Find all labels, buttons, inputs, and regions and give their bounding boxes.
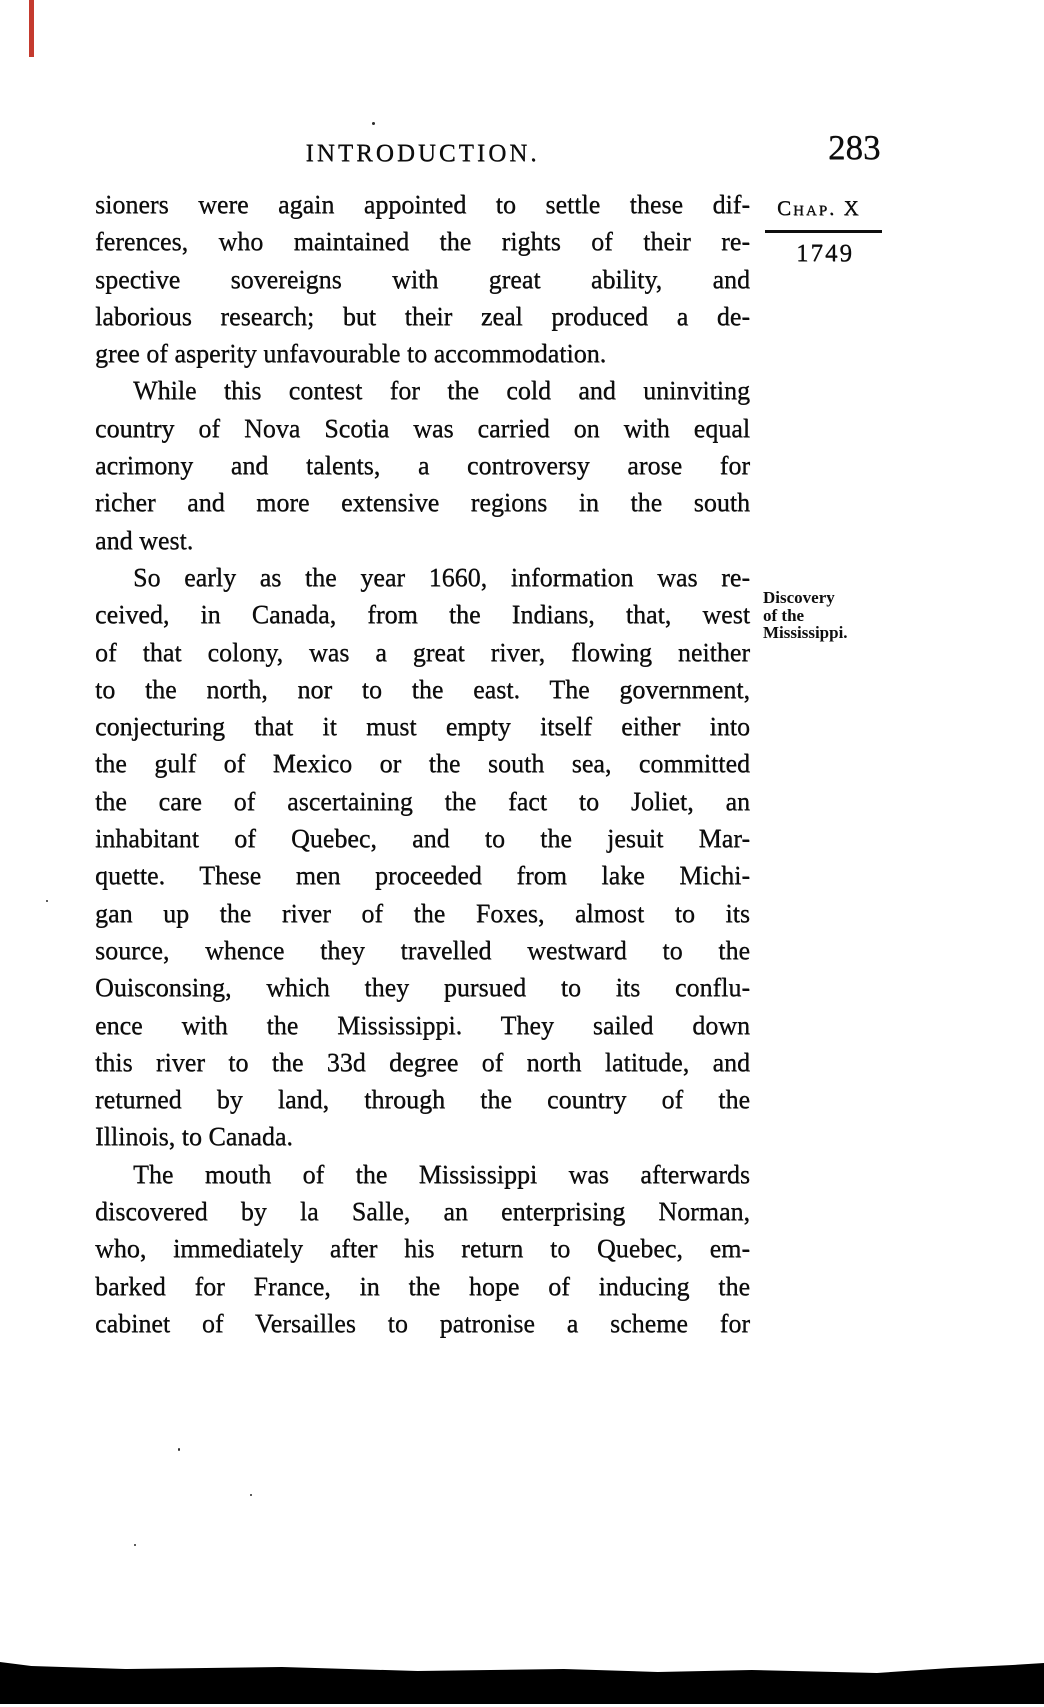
- red-scan-mark: [29, 0, 34, 57]
- body-text-line: laborious research; but their zeal produced a de-: [95, 301, 750, 331]
- body-text-line: barked for France, in the hope of inducing the: [95, 1271, 750, 1301]
- body-text-line: who, immediately after his return to Quebec, em-: [95, 1234, 750, 1264]
- margin-note-discovery: [763, 589, 893, 642]
- body-text-line: quette. These men proceeded from lake Michi-: [95, 861, 750, 891]
- body-text-line: While this contest for the cold and uninviting: [133, 376, 750, 406]
- body-text-line: gree of asperity unfavourable to accommodation.: [95, 339, 607, 369]
- body-text-line: The mouth of the Mississippi was afterwards: [133, 1159, 750, 1189]
- scan-speck: [178, 1448, 180, 1451]
- page-number: 283: [828, 128, 881, 167]
- body-text-line: inhabitant of Quebec, and to the jesuit Mar-: [95, 824, 750, 854]
- body-text-line: ferences, who maintained the rights of their re-: [95, 227, 750, 257]
- body-text-line: So early as the year 1660, information was re-: [133, 562, 750, 592]
- body-text-line: source, whence they travelled westward to the: [95, 935, 750, 965]
- margin-note-line: of the: [763, 605, 805, 625]
- body-text-line: cabinet of Versailles to patronise a scheme for: [95, 1308, 750, 1338]
- margin-note-line: Discovery: [763, 588, 835, 607]
- body-text-line: this river to the 33d degree of north latitude, and: [95, 1047, 750, 1077]
- body-text-line: the gulf of Mexico or the south sea, committed: [95, 749, 750, 779]
- body-text-line: richer and more extensive regions in the south: [95, 488, 750, 518]
- scan-speck: [372, 122, 375, 125]
- body-text-line: country of Nova Scotia was carried on with equal: [95, 413, 750, 443]
- body-text-line: and west.: [95, 525, 194, 555]
- body-text-line: sioners were again appointed to settle these dif-: [95, 190, 750, 219]
- body-text-line: acrimony and talents, a controversy arose for: [95, 451, 750, 481]
- body-text-line: the care of ascertaining the fact to Joliet, an: [95, 786, 750, 816]
- scan-edge-black-bar: [0, 1660, 1044, 1704]
- scan-speck: [250, 1494, 252, 1496]
- body-text-line: ceived, in Canada, from the Indians, that, west: [95, 600, 750, 630]
- body-text-line: gan up the river of the Foxes, almost to its: [95, 898, 750, 928]
- body-text-line: Illinois, to Canada.: [95, 1122, 293, 1152]
- margin-chapter-label: Chap. X: [777, 196, 861, 220]
- body-text-line: returned by land, through the country of the: [95, 1085, 750, 1115]
- scan-speck: [46, 900, 48, 902]
- body-text-line: conjecturing that it must empty itself either into: [95, 712, 750, 742]
- running-head: INTRODUCTION.: [305, 140, 540, 167]
- body-text-line: spective sovereigns with great ability, and: [95, 264, 750, 294]
- body-text-line: of that colony, was a great river, flowing neither: [95, 637, 750, 667]
- margin-year-label: 1749: [796, 240, 854, 267]
- body-text-line: to the north, nor to the east. The government,: [95, 674, 750, 704]
- scan-speck: [134, 1544, 136, 1546]
- margin-rule: [765, 230, 882, 233]
- body-text-line: Ouisconsing, which they pursued to its conflu-: [95, 973, 750, 1003]
- margin-note-line: Mississippi.: [763, 623, 848, 642]
- body-text-line: discovered by la Salle, an enterprising Norman,: [95, 1197, 750, 1227]
- body-text-block: [95, 190, 750, 1346]
- body-text-line: ence with the Mississippi. They sailed down: [95, 1010, 750, 1040]
